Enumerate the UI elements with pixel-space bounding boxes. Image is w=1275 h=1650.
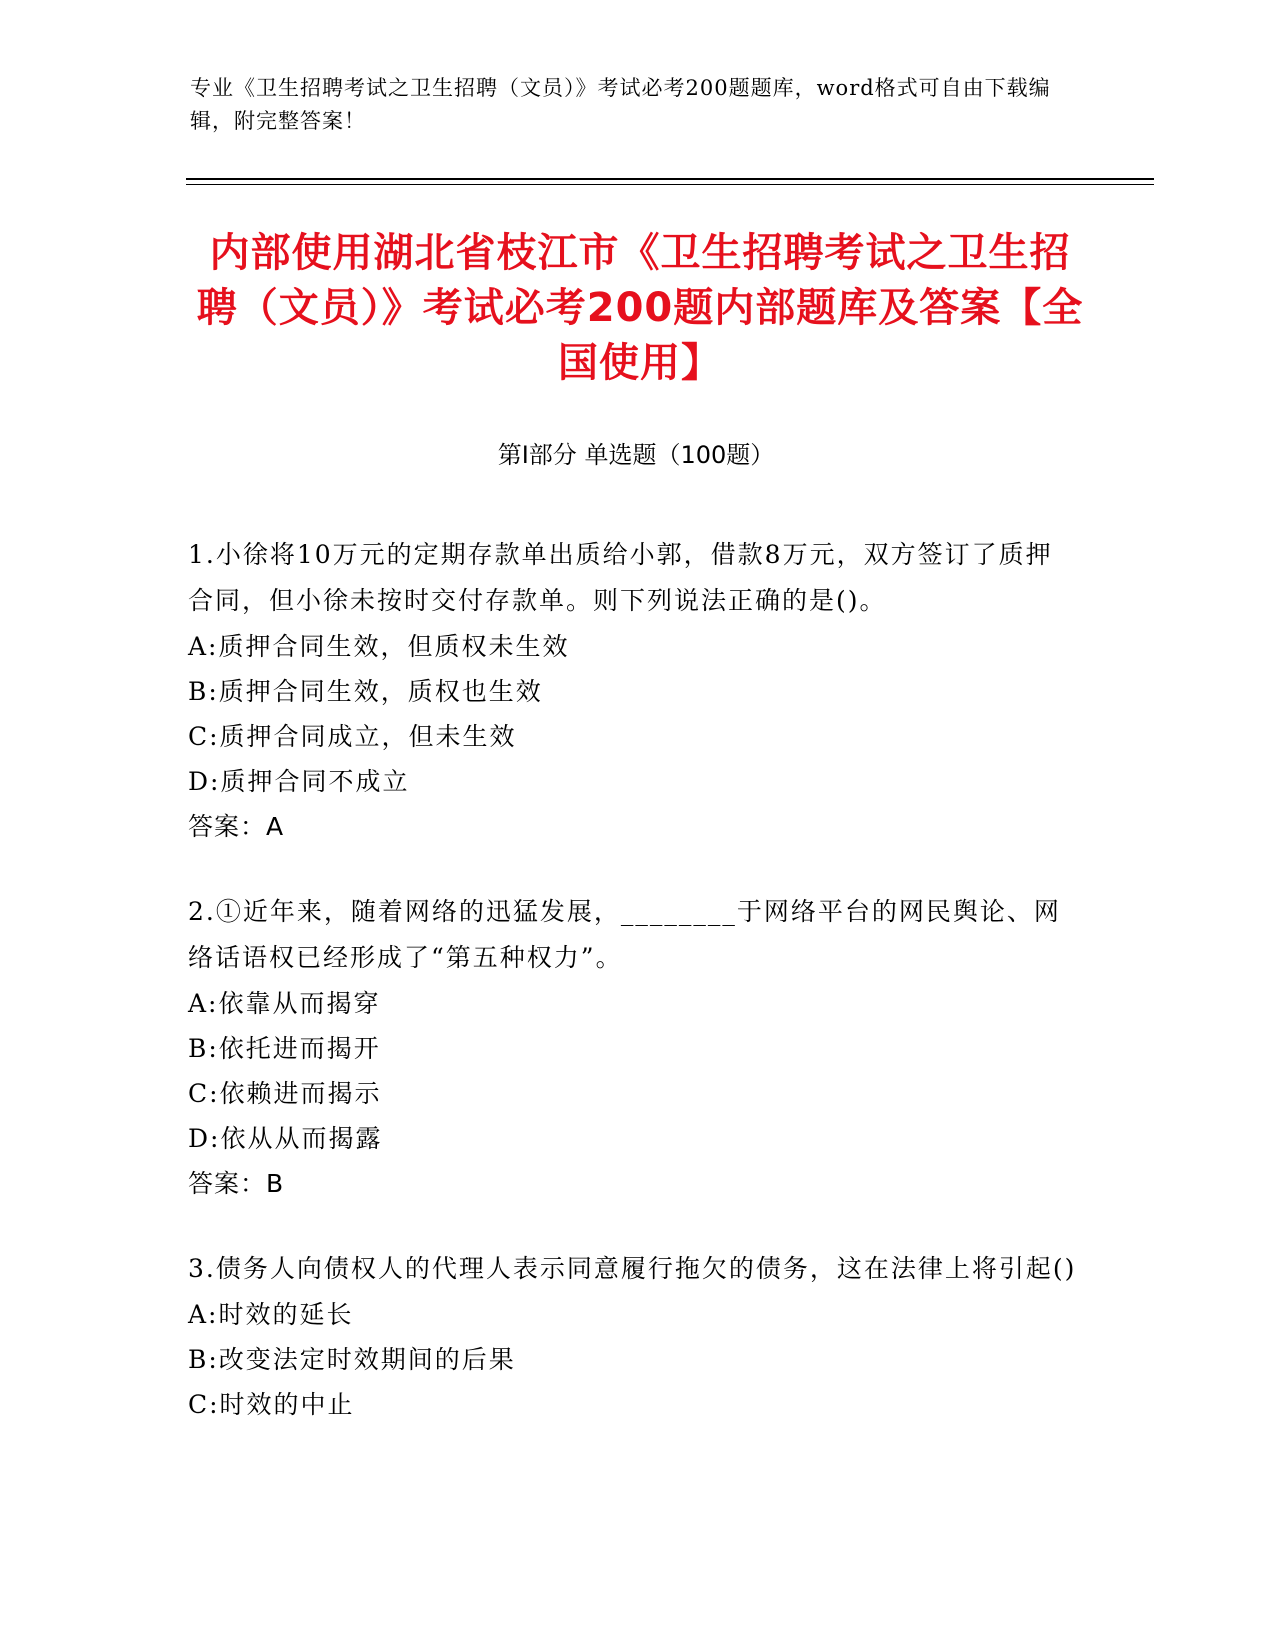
option-b: B:改变法定时效期间的后果 [188, 1345, 516, 1374]
header-note: 专业《卫生招聘考试之卫生招聘（文员）》考试必考200题题库，word格式可自由下载编辑，附完整答案！ [190, 76, 1051, 133]
option-c: C:时效的中止 [188, 1390, 355, 1419]
answer: 答案：B [188, 1169, 285, 1198]
question-item [188, 1246, 1078, 1427]
document-title: 内部使用湖北省枝江市《卫生招聘考试之卫生招聘（文员）》考试必考200题内部题库及答案【全国使用】 [196, 230, 1084, 386]
question-stem: 2.①近年来，随着网络的迅猛发展，________于网络平台的网民舆论、网络话语权已经形成了“第五种权力”。 [188, 897, 1061, 972]
option-c: C:质押合同成立，但未生效 [188, 722, 517, 751]
header-divider-thin [186, 184, 1154, 185]
option-b: B:质押合同生效，质权也生效 [188, 677, 543, 706]
option-b: B:依托进而揭开 [188, 1034, 381, 1063]
option-a: A:质押合同生效，但质权未生效 [188, 632, 570, 661]
option-a: A:时效的延长 [188, 1300, 354, 1329]
question-item [188, 889, 1078, 1206]
header-divider [186, 178, 1154, 180]
section-title: 第I部分 单选题（100题） [497, 441, 775, 469]
option-d: D:质押合同不成立 [188, 767, 410, 796]
question-list [188, 532, 1078, 1467]
answer: 答案：A [188, 812, 285, 841]
option-d: D:依从从而揭露 [188, 1124, 383, 1153]
question-item [188, 532, 1078, 849]
option-a: A:依靠从而揭穿 [188, 989, 381, 1018]
option-c: C:依赖进而揭示 [188, 1079, 382, 1108]
question-stem: 3.债务人向债权人的代理人表示同意履行拖欠的债务，这在法律上将引起() [188, 1254, 1077, 1283]
question-stem: 1.小徐将10万元的定期存款单出质给小郭，借款8万元，双方签订了质押合同，但小徐未按时交付存款单。则下列说法正确的是()。 [188, 540, 1053, 615]
